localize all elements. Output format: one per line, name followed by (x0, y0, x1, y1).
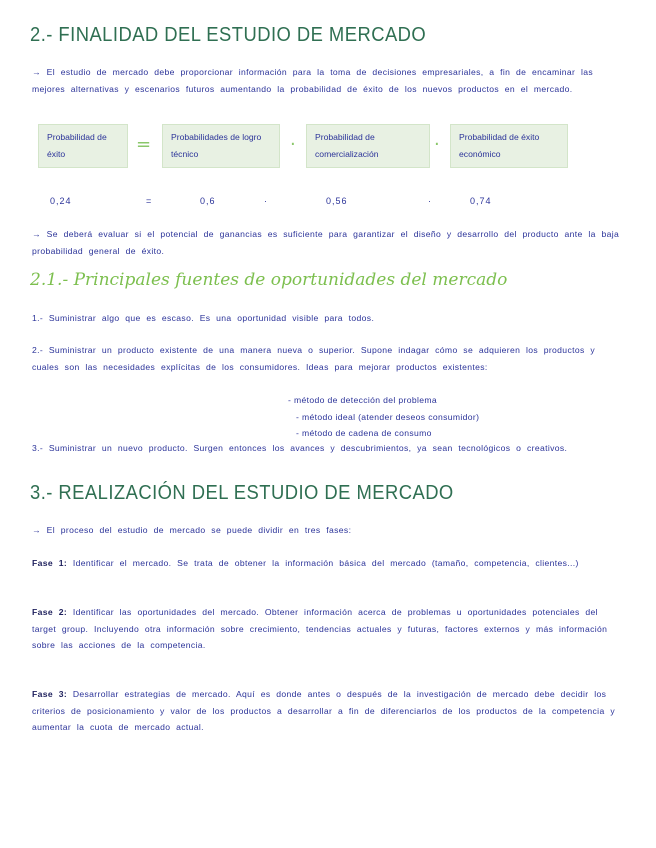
phase-1 (32, 555, 624, 572)
section-2-intro: → El estudio de mercado debe proporcionar información para la toma de decisiones empresariales, a fin de encaminar las mejores alternativas y escenarios futuros aumentando la probabilidad de éxito de los nuevos productos en el mercado. (32, 67, 594, 94)
opportunity-item-1: 1.- Suministrar algo que es escaso. Es una oportunidad visible para todos. (32, 313, 375, 323)
value-equals: = (146, 196, 153, 206)
method-item: - método de detección del problema (288, 395, 438, 405)
phase-2-text: Identificar las oportunidades del mercado. Obtener información acerca de problemas u oportunidades potenciales del target group. Incluyendo otra información sobre crecimiento, tendencias actuales y futuras, factores externos y más información sobre las acciones de la competencia. (32, 607, 608, 650)
formula-box-success: Probabilidad de éxito (38, 124, 128, 168)
opportunity-item-2: 2.- Suministrar un producto existente de una manera nueva o superior. Supone indagar cómo se adquieren los productos y cuales son las necesidades explícitas de los consumidores. Ideas para mejorar productos existentes: (32, 345, 595, 372)
value-technical: 0,6 (200, 196, 216, 206)
value-economic: 0,74 (470, 196, 492, 206)
formula-box-economic: Probabilidad de éxito económico (450, 124, 568, 168)
section-2-1-title: 2.1.- Principales fuentes de oportunidades del mercado (30, 270, 508, 290)
section-3-title: 3.- REALIZACIÓN DEL ESTUDIO DE MERCADO (30, 482, 454, 504)
section-2-title: 2.- FINALIDAD DEL ESTUDIO DE MERCADO (30, 24, 427, 46)
method-item: - método ideal (atender deseos consumidor) (296, 411, 480, 422)
phase-3-label: Fase 3: (32, 689, 68, 699)
value-commercial: 0,56 (326, 196, 348, 206)
formula-box-commercial: Probabilidad de comercialización (306, 124, 430, 168)
formula-multiply-1: · (290, 134, 296, 155)
method-item: - método de cadena de consumo (296, 428, 432, 438)
phase-1-label: Fase 1: (32, 558, 68, 568)
phase-2 (32, 604, 624, 654)
value-dot-1: · (264, 196, 268, 206)
formula-box-technical: Probabilidades de logro técnico (162, 124, 280, 168)
formula-multiply-2: · (434, 134, 440, 155)
value-dot-2: · (428, 196, 432, 206)
value-success: 0,24 (50, 196, 72, 206)
phase-3-text: Desarrollar estrategias de mercado. Aquí es donde antes o después de la investigación de mercado debe decidir los criterios de posicionamiento y valor de los productos a desarrollar a fin de diferenciarlos de los productos de la competencia y aumentar la cuota de mercado actual. (32, 689, 615, 732)
phase-2-label: Fase 2: (32, 607, 68, 617)
opportunity-item-3: 3.- Suministrar un nuevo producto. Surgen entonces los avances y descubrimientos, ya sean tecnológicos o creativos. (32, 443, 568, 453)
phase-1-text: Identificar el mercado. Se trata de obtener la información básica del mercado (tamaño, competencia, clientes...) (72, 558, 579, 568)
section-2-conclusion: → Se deberá evaluar si el potencial de ganancias es suficiente para garantizar el diseño y desarrollo del producto ante la baja probabilidad general de éxito. (32, 229, 620, 256)
formula-equals: = (136, 134, 152, 155)
phase-3 (32, 686, 624, 736)
section-3-intro: → El proceso del estudio de mercado se puede dividir en tres fases: (32, 525, 352, 535)
methods-list (288, 392, 479, 442)
